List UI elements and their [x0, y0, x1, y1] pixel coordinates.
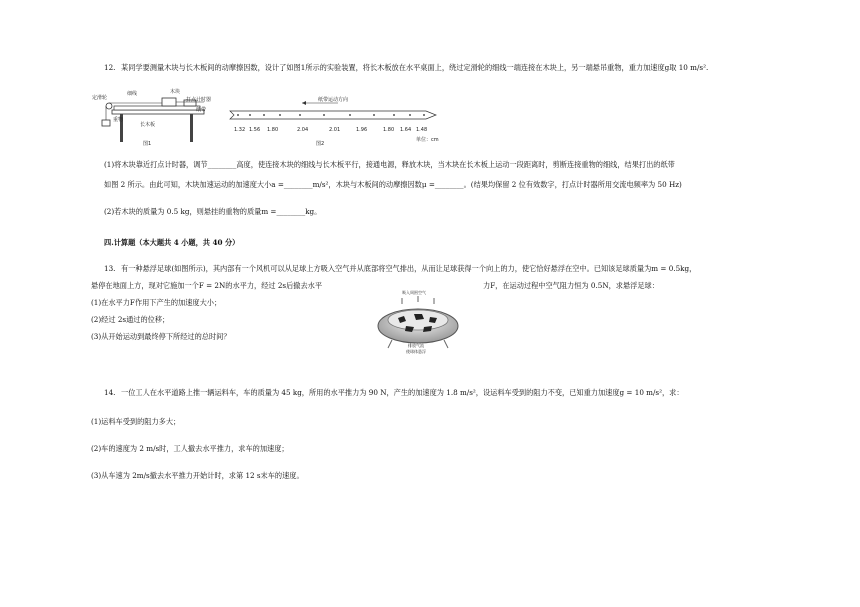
fig2-value: 1.48	[416, 127, 428, 133]
q13-line2a: 悬停在地面上方，现对它施加一个F = 2N的水平力，经过 2s后撤去水平	[91, 281, 323, 290]
fig1-caption: 图1	[143, 141, 152, 147]
fig2-value: 1.80	[383, 127, 395, 133]
q14-sub1: (1)运料车受到的阻力多大；	[91, 417, 181, 426]
q14-line1: 一位工人在水平道路上推一辆运料车，车的质量为 45 kg，所用的水平推力为 90 N，产生的加速度为 1.8 m/s²，设运料车受到的阻力不变，已知重力加速度g = 10 m/s²，求：	[121, 388, 684, 397]
q13-number: 13.	[104, 264, 116, 273]
q13-sub1: (1)在水平力F作用下产生的加速度大小；	[91, 298, 222, 307]
fig2-value: 1.56	[249, 127, 261, 133]
fig2-value: 1.80	[267, 127, 279, 133]
fig1-timer-label: 打点计时器	[186, 97, 212, 103]
fig1-pulley-label: 定滑轮	[92, 95, 108, 101]
q14-number: 14.	[104, 388, 116, 397]
fig1-string-label: 细线	[127, 91, 138, 97]
fig2-value: 1.64	[400, 127, 412, 133]
fig2-direction-label: 纸带运动方向	[318, 97, 349, 103]
q13-sub3: (3)从开始运动到最终停下所经过的总时间？	[91, 332, 231, 341]
q12-part2: (2)若木块的质量为 0.5 kg，则悬挂的重物的质量m =________kg。	[104, 207, 322, 216]
fig1-tape-label: 纸带	[196, 107, 207, 113]
q12-part1-line2: 如图 2 所示。由此可知，木块加速运动的加速度大小a =________m/s²，木块与木板间的动摩擦因数μ =________。(结果均保留 2 位有效数字，打点计时器所用交流电频率为 50 Hz)	[104, 180, 682, 189]
fig2-value: 2.04	[297, 127, 309, 133]
fig2-caption: 图2	[316, 141, 325, 147]
q14-sub2: (2)车的速度为 2 m/s时，工人撤去水平推力，求车的加速度；	[91, 444, 289, 453]
fig2-value: 2.01	[329, 127, 341, 133]
fig2-unit-label: 单位：cm	[416, 137, 439, 143]
hover-ball-bottom-caption-2: 使球体悬浮	[406, 349, 426, 354]
fig1-weight-label: 重物	[113, 117, 124, 123]
fig2-value: 1.32	[234, 127, 246, 133]
fig1-block-label: 木块	[170, 89, 181, 95]
section-4-header: 四.计算题（本大题共 4 小题，共 40 分）	[104, 238, 240, 247]
q12-intro: 某同学要测量木块与长木板间的动摩擦因数，设计了如图1所示的实验装置，将长木板放在水平桌面上，绕过定滑轮的细线一端连接在木块上，另一端悬吊重物，重力加速度g取 10 m/s².	[121, 63, 709, 72]
q13-line1: 有一种悬浮足球(如图所示)，其内部有一个风机可以从足球上方吸入空气并从底部将空气排出，从而让足球获得一个向上的力，使它恰好悬浮在空中。已知该足球质量为m = 0.5kg，	[121, 264, 697, 273]
q12-number: 12.	[104, 63, 116, 72]
fig2-value: 1.96	[356, 127, 368, 133]
q13-sub2: (2)经过 2s通过的位移；	[91, 315, 170, 324]
fig2-direction-arrow	[300, 100, 340, 106]
fig1-board-label: 长木板	[140, 122, 156, 128]
q13-line2b: 力F，在运动过程中空气阻力恒为 0.5N，求悬浮足球：	[483, 281, 659, 290]
q14-sub3: (3)从车速为 2m/s撤去水平推力开始计时，求第 12 s末车的速度。	[91, 471, 304, 480]
hover-ball-bottom-caption-1: 排放气流	[408, 343, 424, 348]
q12-part1-line1: (1)将木块靠近打点计时器，调节________高度，使连接木块的细线与长木板平行，接通电源，释放木块，当木块在长木板上运动一段距离时，剪断连接重物的细线，结果打出的纸带	[104, 160, 675, 169]
hover-ball-top-caption: 吸入周围空气	[402, 290, 426, 295]
